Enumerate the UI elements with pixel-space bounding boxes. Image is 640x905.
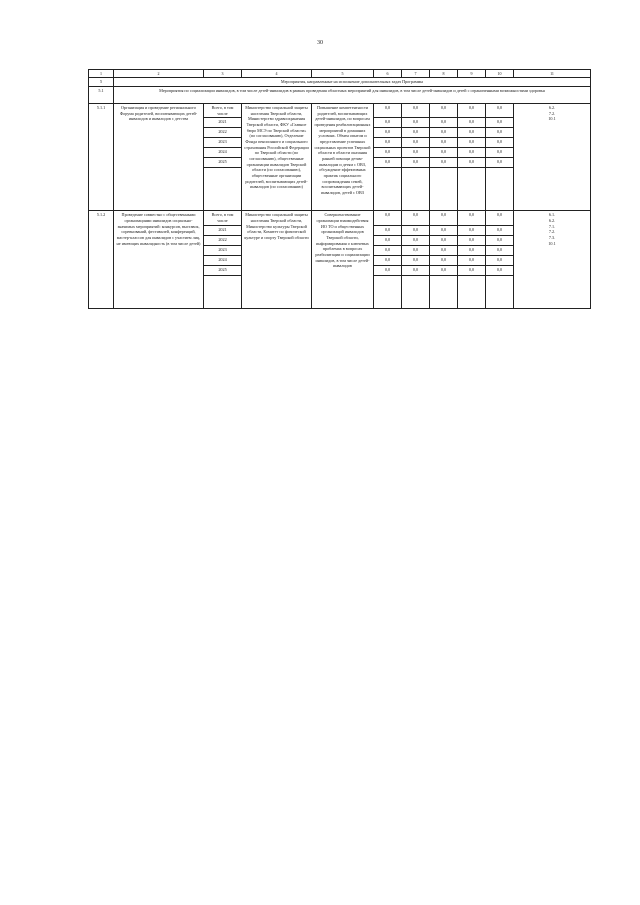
section-title: Мероприятия, направленные на исполнение дополнительных задач Программы	[114, 78, 591, 87]
measure-result: Повышение компетентности родителей, воспитывающих детей-инвалидов, по вопросам проведения реабилитационных мероприятий в домашних условиях. Обмен опытом и представление успешных социальных проектов Тверской области в области оказания ранней помощи детям-инвалидам и детям с ОВЗ, обсуждение эффективных практик социального сопровождения семей, воспитывающих детей-инвалидов, детей с ОВЗ	[312, 104, 374, 211]
year-value: 0,0	[430, 255, 458, 265]
year-value: 0,0	[430, 235, 458, 245]
year-label: 2024	[204, 255, 242, 265]
year-value: 0,0	[486, 225, 514, 235]
page-number: 30	[317, 40, 323, 46]
year-value: 0,0	[486, 148, 514, 158]
year-value: 0,0	[430, 138, 458, 148]
year-value: 0,0	[374, 118, 402, 128]
measure-name: Организация и проведение регионального Форума родителей, воспитывающих детей-инвалидов и инвалидов с детства	[114, 104, 204, 211]
year-value: 0,0	[374, 158, 402, 168]
year-value: 0,0	[402, 235, 430, 245]
year-value: 0,0	[458, 158, 486, 168]
year-label: 2022	[204, 235, 242, 245]
year-label: 2021	[204, 118, 242, 128]
column-number: 11	[514, 70, 591, 78]
total-value: 0,0	[374, 211, 402, 225]
section-number: 5	[89, 78, 114, 87]
spacer-cell	[402, 168, 430, 211]
year-value: 0,0	[430, 158, 458, 168]
total-value: 0,0	[458, 211, 486, 225]
year-value: 0,0	[458, 118, 486, 128]
column-number: 1	[89, 70, 114, 78]
spacer-cell	[374, 275, 402, 308]
year-value: 0,0	[458, 235, 486, 245]
year-label: 2021	[204, 225, 242, 235]
measure-row	[89, 104, 591, 118]
year-label: 2024	[204, 148, 242, 158]
year-value: 0,0	[458, 148, 486, 158]
spacer-cell	[458, 168, 486, 211]
year-value: 0,0	[374, 245, 402, 255]
column-number: 9	[458, 70, 486, 78]
year-value: 0,0	[486, 245, 514, 255]
year-value: 0,0	[486, 235, 514, 245]
year-value: 0,0	[486, 128, 514, 138]
year-value: 0,0	[430, 265, 458, 275]
measure-indicators: 6.2. 7.2. 10.1	[514, 104, 591, 211]
spacer-cell	[430, 168, 458, 211]
total-label: Всего, в том числе	[204, 104, 242, 118]
spacer-cell	[204, 168, 242, 211]
year-value: 0,0	[458, 255, 486, 265]
year-value: 0,0	[430, 225, 458, 235]
year-value: 0,0	[486, 255, 514, 265]
subsection-title: Мероприятия по социализации инвалидов, в том числе детей-инвалидов в рамках проведения областных мероприятий для инвалидов, в том числе детей-инвалидов и детей с ограниченными возможностями здоровья	[114, 87, 591, 104]
year-value: 0,0	[374, 148, 402, 158]
year-value: 0,0	[430, 148, 458, 158]
column-number: 10	[486, 70, 514, 78]
year-value: 0,0	[402, 245, 430, 255]
column-numbers-row	[89, 70, 591, 78]
total-value: 0,0	[374, 104, 402, 118]
total-value: 0,0	[486, 104, 514, 118]
year-value: 0,0	[458, 128, 486, 138]
measure-id: 5.1.1	[89, 104, 114, 211]
year-value: 0,0	[430, 128, 458, 138]
year-value: 0,0	[374, 225, 402, 235]
measure-executor: Министерство социальной защиты населения Тверской области, Министерство культуры Тверской области, Комитет по физической культуре и спорту Тверской области	[242, 211, 312, 308]
year-value: 0,0	[402, 118, 430, 128]
measure-name: Проведение совместно с общественными организациями инвалидов социально-значимых мероприятий: конкурсов, выставок, соревнований, фестивалей, конференций, мастер-классов для инвалидов с участием лиц, не имеющих инвалидность (в том числе детей)	[114, 211, 204, 308]
column-number: 4	[242, 70, 312, 78]
year-label: 2023	[204, 138, 242, 148]
year-value: 0,0	[430, 245, 458, 255]
column-number: 5	[312, 70, 374, 78]
year-value: 0,0	[402, 158, 430, 168]
column-number: 3	[204, 70, 242, 78]
spacer-cell	[430, 275, 458, 308]
year-value: 0,0	[486, 138, 514, 148]
total-value: 0,0	[458, 104, 486, 118]
year-value: 0,0	[402, 138, 430, 148]
year-label: 2023	[204, 245, 242, 255]
year-value: 0,0	[458, 138, 486, 148]
program-measures-table	[88, 69, 591, 309]
column-number: 2	[114, 70, 204, 78]
subsection-number: 5.1	[89, 87, 114, 104]
spacer-cell	[458, 275, 486, 308]
year-value: 0,0	[374, 138, 402, 148]
year-value: 0,0	[458, 265, 486, 275]
year-value: 0,0	[486, 158, 514, 168]
year-label: 2025	[204, 265, 242, 275]
spacer-cell	[486, 275, 514, 308]
year-value: 0,0	[402, 225, 430, 235]
year-label: 2022	[204, 128, 242, 138]
total-value: 0,0	[430, 104, 458, 118]
total-value: 0,0	[402, 211, 430, 225]
year-value: 0,0	[458, 225, 486, 235]
measure-executor: Министерство социальной защиты населения Тверской области, Министерство здравоохранения Тверской области, ФКУ «Главное бюро МСЭ по Тверской области» (по согласованию), Отделение Фонда пенсионного и социального страхования Российской Федерации по Тверской области (по согласованию), общественные организации инвалидов Тверской области (по согласованию), общественные организации родителей, воспитывающих детей-инвалидов (по согласованию)	[242, 104, 312, 211]
year-label: 2025	[204, 158, 242, 168]
total-value: 0,0	[430, 211, 458, 225]
measure-result: Совершенствование организации взаимодействия ИО ТО и общественных организаций инвалидов Тверской области, информирования о ключевых проблемах в вопросах реабилитации и социализации инвалидов, в том числе детей-инвалидов	[312, 211, 374, 308]
year-value: 0,0	[402, 255, 430, 265]
year-value: 0,0	[486, 265, 514, 275]
spacer-cell	[402, 275, 430, 308]
year-value: 0,0	[402, 148, 430, 158]
year-value: 0,0	[402, 265, 430, 275]
year-value: 0,0	[486, 118, 514, 128]
year-value: 0,0	[374, 235, 402, 245]
column-number: 7	[402, 70, 430, 78]
total-value: 0,0	[486, 211, 514, 225]
measure-id: 5.1.2	[89, 211, 114, 308]
year-value: 0,0	[458, 245, 486, 255]
measure-indicators: 6.1. 6.2. 7.1. 7.2. 7.3. 10.1	[514, 211, 591, 308]
year-value: 0,0	[402, 128, 430, 138]
spacer-cell	[204, 275, 242, 308]
column-number: 8	[430, 70, 458, 78]
year-value: 0,0	[374, 255, 402, 265]
total-label: Всего, в том числе	[204, 211, 242, 225]
year-value: 0,0	[374, 128, 402, 138]
measure-row	[89, 211, 591, 225]
subsection-row	[89, 87, 591, 104]
year-value: 0,0	[374, 265, 402, 275]
total-value: 0,0	[402, 104, 430, 118]
spacer-cell	[374, 168, 402, 211]
column-number: 6	[374, 70, 402, 78]
section-row	[89, 78, 591, 87]
year-value: 0,0	[430, 118, 458, 128]
spacer-cell	[486, 168, 514, 211]
